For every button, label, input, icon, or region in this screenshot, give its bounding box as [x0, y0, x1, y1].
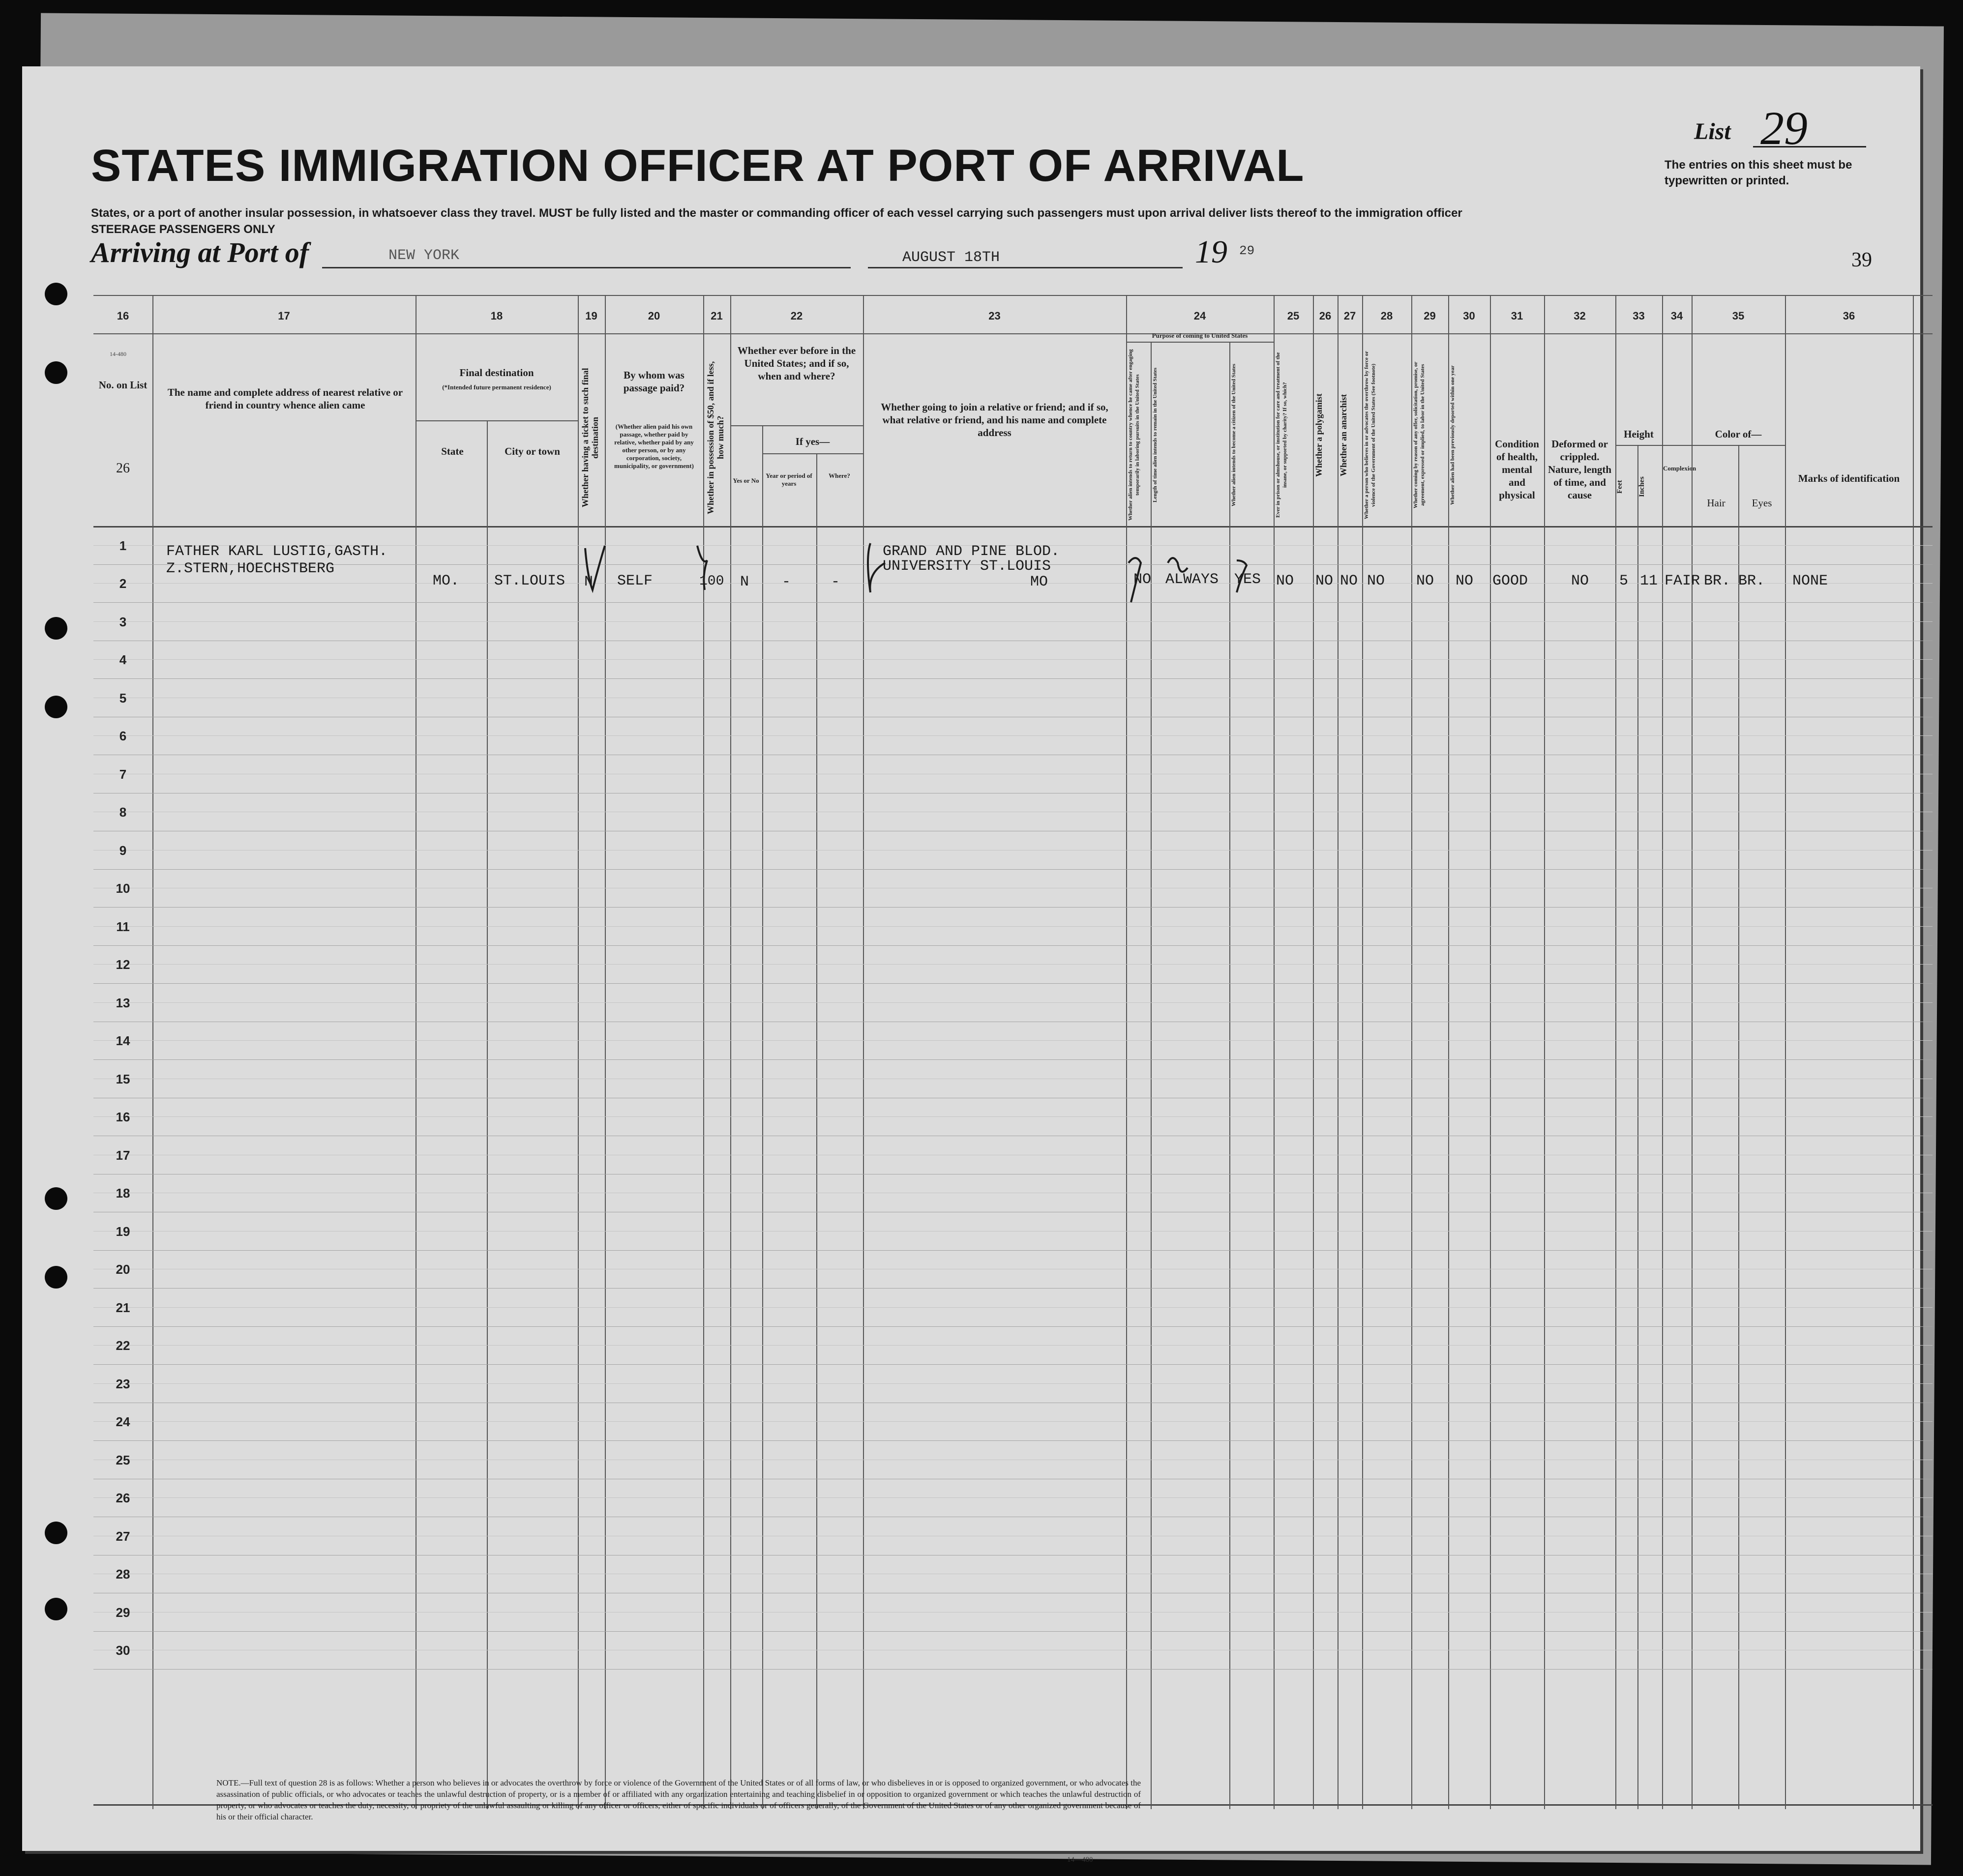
- column-number: 29: [1424, 310, 1436, 322]
- prison-cell: NO: [1276, 573, 1294, 589]
- header-yes-no: Yes or No: [733, 477, 759, 484]
- row-rule: [93, 1364, 1933, 1365]
- labor-offer-cell: NO: [1416, 573, 1434, 589]
- punch-hole: [45, 1187, 67, 1210]
- header-height: Height: [1624, 428, 1654, 440]
- row-rule: [93, 1059, 1933, 1060]
- date-underline: [868, 267, 1183, 268]
- row-subrule: [93, 964, 1933, 965]
- row-subrule: [93, 1040, 1933, 1041]
- header-list-number: No. on List: [98, 379, 148, 391]
- row-subrule: [93, 1383, 1933, 1384]
- relative-line1: FATHER KARL LUSTIG,GASTH.: [166, 543, 388, 560]
- header-purpose: Purpose of coming to United States: [1152, 332, 1248, 339]
- header-list-start: 26: [116, 461, 130, 476]
- header-anarchist: Whether an anarchist: [1338, 394, 1348, 476]
- header-passage-paid: By whom was passage paid?: [623, 369, 685, 394]
- header-inches: Inches: [1638, 476, 1646, 497]
- passage-cell: SELF: [617, 573, 653, 589]
- joining-line2: UNIVERSITY ST.LOUIS: [883, 558, 1051, 575]
- row-number: 1: [119, 538, 127, 553]
- row-subrule: [93, 1497, 1933, 1498]
- col-divider: [816, 453, 817, 1809]
- row-number: 2: [119, 576, 127, 591]
- column-number: 28: [1380, 310, 1393, 322]
- column-number: 33: [1633, 310, 1645, 322]
- eyes-cell: BR.: [1738, 573, 1765, 589]
- row-number: 16: [116, 1110, 130, 1125]
- date-value: AUGUST 18TH: [902, 249, 1000, 266]
- list-label: List: [1694, 118, 1731, 145]
- row-number: 10: [116, 881, 130, 896]
- complexion-cell: FAIR: [1665, 573, 1700, 589]
- punch-hole: [45, 1598, 67, 1620]
- column-number: 16: [117, 310, 129, 322]
- column-number: 31: [1511, 310, 1523, 322]
- punch-hole: [45, 283, 67, 305]
- where-cell: -: [831, 574, 840, 590]
- row-number: 24: [116, 1414, 130, 1430]
- year-cell: -: [782, 574, 791, 590]
- row-subrule: [93, 1307, 1933, 1308]
- row-number: 18: [116, 1186, 130, 1201]
- header-passage-note: (Whether alien paid his own passage, whether paid by relative, whether paid by any other person, or by any corporation, society, municipality, or government): [614, 423, 694, 469]
- page-stamp: 39: [1851, 249, 1872, 271]
- header-intends-return: Whether alien intends to return to country whence he came after engaging temporarily in laboring pursuits in the United States: [1128, 349, 1140, 521]
- row-number: 8: [119, 805, 127, 820]
- header-color: Color of—: [1715, 428, 1762, 440]
- column-number: 32: [1574, 310, 1586, 322]
- header-relative-address: The name and complete address of nearest relative or friend in country whence alien came: [167, 386, 403, 411]
- header-ticket: Whether having a ticket to such final destination: [580, 368, 600, 507]
- column-number: 23: [988, 310, 1001, 322]
- header-money: Whether in possession of $50, and if less, how much?: [706, 361, 725, 514]
- row-number: 17: [116, 1147, 130, 1163]
- row-number: 15: [116, 1071, 130, 1086]
- row-subrule: [93, 735, 1933, 736]
- row-rule: [93, 945, 1933, 946]
- row-number: 25: [116, 1452, 130, 1467]
- row-number: 13: [116, 995, 130, 1010]
- steerage-label: STEERAGE PASSENGERS ONLY: [91, 223, 275, 236]
- col-divider: [1738, 445, 1739, 1809]
- ticket-cell: N: [584, 574, 594, 590]
- header-city: City or town: [505, 445, 560, 457]
- form-corner-code: 14-480: [110, 351, 126, 357]
- instruction-line: States, or a port of another insular possession, in whatsoever class they travel. MUST be fully listed and the master or commanding officer of each vessel carrying such passengers must upon arrival deliver lists thereof to the immigration officer: [91, 206, 1462, 220]
- column-number: 34: [1670, 310, 1683, 322]
- money-cell: 100: [699, 574, 724, 589]
- punch-hole: [45, 1266, 67, 1289]
- deformed-cell: NO: [1571, 573, 1589, 589]
- column-number: 17: [278, 310, 290, 322]
- state-cell: MO.: [433, 573, 460, 589]
- row-number: 20: [116, 1262, 130, 1277]
- punch-hole: [45, 1522, 67, 1544]
- year-suffix: 29: [1239, 243, 1255, 258]
- list-number: 29: [1760, 102, 1808, 154]
- header-labor-offer: Whether coming by reason of any offer, solicitation, promise, or agreement, expressed or implied, to labor in the United States: [1413, 361, 1426, 509]
- row-subrule: [93, 1002, 1933, 1003]
- row-number: 4: [119, 652, 127, 668]
- list-underline: [1753, 146, 1866, 147]
- header-eyes: Eyes: [1752, 497, 1772, 509]
- column-number: 18: [490, 310, 503, 322]
- row-rule: [93, 983, 1933, 984]
- relative-line2: Z.STERN,HOECHSTBERG: [166, 560, 335, 577]
- row-number: 26: [116, 1491, 130, 1506]
- row-number: 14: [116, 1033, 130, 1049]
- row-number: 7: [119, 766, 127, 782]
- column-number: 26: [1319, 310, 1332, 322]
- header-hair: Hair: [1707, 497, 1725, 509]
- row-number: 19: [116, 1224, 130, 1239]
- header-where: Where?: [829, 472, 850, 479]
- row-number: 5: [119, 690, 127, 705]
- header-length-stay: Length of time alien intends to remain in the United States: [1152, 367, 1158, 503]
- header-deformed: Deformed or crippled. Nature, length of time, and cause: [1547, 438, 1612, 501]
- typewritten-notice: The entries on this sheet must be typewritten or printed.: [1665, 158, 1852, 187]
- row-rule: [93, 1440, 1933, 1441]
- row-rule: [93, 678, 1933, 679]
- row-rule: [93, 1669, 1933, 1670]
- anarchist-cell: NO: [1340, 573, 1358, 589]
- column-number: 20: [648, 310, 660, 322]
- row-number: 27: [116, 1528, 130, 1544]
- header-prison: Ever in prison or almshouse, or institution for care and treatment of the insane, or supported by charity? If so, which?: [1275, 352, 1288, 518]
- feet-cell: 5: [1619, 573, 1629, 589]
- hair-cell: BR.: [1704, 573, 1731, 589]
- form-number: 14—480: [1067, 1856, 1093, 1864]
- inches-cell: 11: [1640, 573, 1658, 589]
- row-rule: [93, 1326, 1933, 1327]
- column-number: 27: [1343, 310, 1356, 322]
- port-underline: [322, 267, 851, 268]
- col-divider: [1637, 445, 1638, 1809]
- punch-hole: [45, 696, 67, 718]
- header-deported: Whether alien had been previously deported within one year: [1450, 365, 1456, 505]
- intends-return-cell: NO: [1133, 571, 1152, 588]
- health-cell: GOOD: [1492, 573, 1528, 589]
- column-number: 30: [1463, 310, 1475, 322]
- column-number: 24: [1193, 310, 1206, 322]
- row-rule: [93, 1288, 1933, 1289]
- row-number: 21: [116, 1300, 130, 1315]
- row-rule: [93, 1250, 1933, 1251]
- header-final-destination: Final destination: [459, 367, 534, 379]
- year-prefix: 19: [1195, 234, 1227, 270]
- row-number: 9: [119, 843, 127, 858]
- manifest-sheet: [22, 66, 1920, 1864]
- header-become-citizen: Whether alien intends to become a citizen of the United States: [1231, 363, 1237, 507]
- ever-before-cell: N: [740, 574, 749, 590]
- port-value: NEW YORK: [388, 247, 460, 264]
- row-rule: [93, 869, 1933, 870]
- row-subrule: [93, 926, 1933, 927]
- marks-cell: NONE: [1792, 573, 1828, 589]
- row-number: 12: [116, 957, 130, 972]
- header-destination-note: (*Intended future permanent residence): [442, 383, 551, 391]
- overthrow-cell: NO: [1367, 573, 1385, 589]
- deported-cell: NO: [1456, 573, 1474, 589]
- arriving-label: Arriving at Port of: [91, 236, 309, 268]
- form-title: STATES IMMIGRATION OFFICER AT PORT OF ARRIVAL: [91, 141, 1305, 191]
- punch-hole: [45, 617, 67, 640]
- citizen-cell: YES: [1234, 571, 1261, 588]
- row-number: 28: [116, 1567, 130, 1582]
- header-state: State: [441, 445, 464, 457]
- row-subrule: [93, 659, 1933, 660]
- row-number: 23: [116, 1376, 130, 1391]
- row-subrule: [93, 1421, 1933, 1422]
- header-marks: Marks of identification: [1798, 472, 1900, 484]
- header-feet: Feet: [1616, 480, 1624, 494]
- row-number: 3: [119, 614, 127, 629]
- column-number: 22: [790, 310, 803, 322]
- punch-hole: [45, 361, 67, 384]
- handwritten-check-marks: [93, 295, 1933, 639]
- row-number: 29: [116, 1605, 130, 1620]
- header-polygamist: Whether a polygamist: [1314, 393, 1324, 477]
- row-number: 22: [116, 1338, 130, 1353]
- header-if-yes: If yes—: [795, 436, 830, 447]
- manifest-table: [93, 295, 1933, 1809]
- row-number: 11: [116, 919, 130, 934]
- row-subrule: [93, 1345, 1933, 1346]
- footnote-question-28: NOTE.—Full text of question 28 is as follows: Whether a person who believes in or advocates the overthrow by force or violence of the Government of the United States or of all forms of law, or who disbelieves in or is opposed to organized government, or who advocates the assassination of public officials, or who advocates or teaches the unlawful destruction of property, or is a member of or affiliated with any organization entertaining and teaching disbelief in or opposition to organized government or which teaches the unlawful destruction of property, or who advocates or teaches the duty, necessity, or propriety of the unlawful assaulting or killing of any officer or officers, either of specific individuals or of officers generally, of the Government of the United States or of any other organized government because of his or their official character.: [216, 1778, 1141, 1821]
- row-number: 6: [119, 729, 127, 744]
- header-joining-relative: Whether going to join a relative or friend; and if so, what relative or friend, and his name and complete address: [881, 401, 1108, 439]
- city-cell: ST.LOUIS: [494, 573, 565, 589]
- row-rule: [93, 907, 1933, 908]
- column-number: 35: [1732, 310, 1745, 322]
- header-year-period: Year or period of years: [766, 472, 812, 487]
- joining-line1: GRAND AND PINE BLOD.: [883, 543, 1060, 560]
- column-number: 21: [711, 310, 723, 322]
- row-number: 30: [116, 1643, 130, 1658]
- header-complexion: Complexion: [1663, 465, 1696, 472]
- row-rule: [93, 1631, 1933, 1632]
- header-overthrow: Whether a person who believes in or advocates the overthrow by force or violence of the Government of the United States (See footnote): [1364, 351, 1376, 519]
- header-ever-before: Whether ever before in the United States; and if so, when and where?: [737, 345, 856, 382]
- column-number: 19: [585, 310, 597, 322]
- row-subrule: [93, 1116, 1933, 1117]
- column-number: 36: [1843, 310, 1855, 322]
- length-stay-cell: ALWAYS: [1165, 571, 1219, 588]
- joining-line3: MO: [1030, 574, 1048, 590]
- column-number: 25: [1287, 310, 1300, 322]
- polygamist-cell: NO: [1315, 573, 1334, 589]
- header-health: Condition of health, mental and physical: [1495, 438, 1539, 501]
